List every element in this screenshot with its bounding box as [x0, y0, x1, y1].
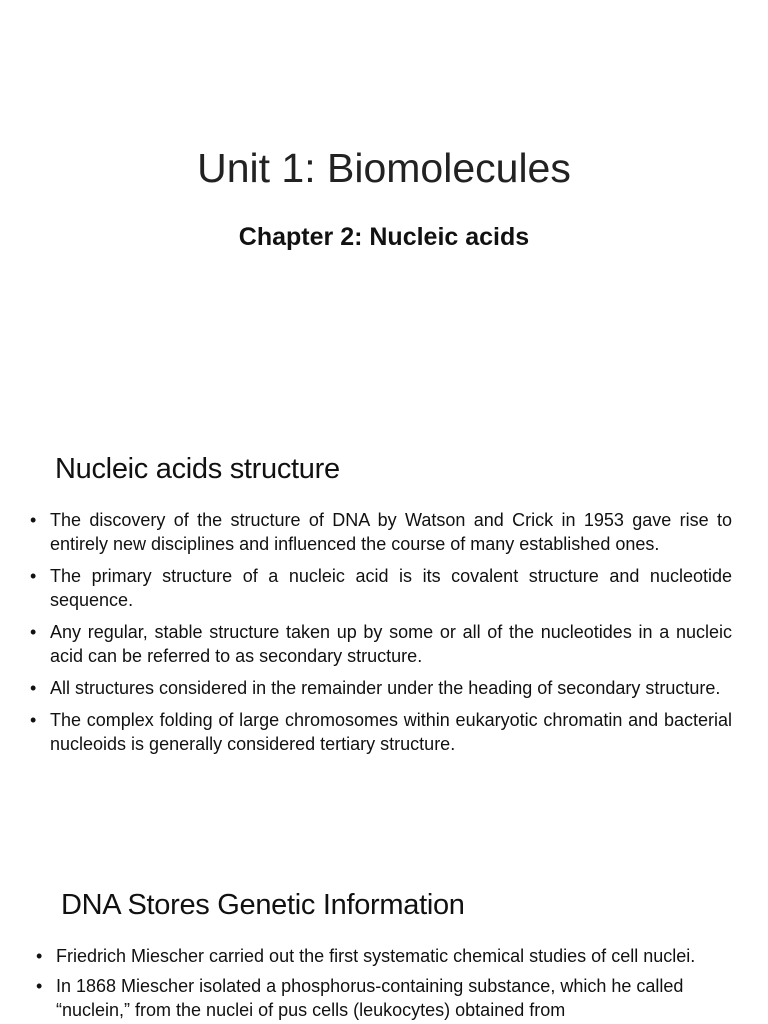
title-slide — [0, 0, 768, 430]
structure-slide — [0, 430, 768, 840]
bullet-item — [30, 676, 732, 700]
bullet-item — [30, 620, 732, 668]
bullet-item — [36, 974, 696, 1022]
bullet-list — [36, 944, 696, 1024]
bullet-icon: • — [36, 976, 43, 996]
bullet-text: The discovery of the structure of DNA by Watson and Crick in 1953 gave rise to entirely new disciplines and influenced the course of many established ones. — [50, 510, 732, 554]
bullet-item — [30, 564, 732, 612]
bullet-icon: • — [30, 622, 37, 642]
bullet-text: The primary structure of a nucleic acid is its covalent structure and nucleotide sequence. — [50, 566, 732, 610]
bullet-item — [30, 508, 732, 556]
bullet-text: All structures considered in the remainder under the heading of secondary structure. — [50, 678, 721, 698]
bullet-icon: • — [30, 710, 37, 730]
bullet-icon: • — [30, 510, 37, 530]
bullet-text: Friedrich Miescher carried out the first systematic chemical studies of cell nuclei. — [56, 946, 696, 966]
bullet-icon: • — [30, 678, 37, 698]
section-heading: DNA Stores Genetic Information — [61, 889, 465, 921]
slide-title: Unit 1: Biomolecules — [197, 145, 571, 191]
bullet-text: The complex folding of large chromosomes within eukaryotic chromatin and bacterial nucleoids is generally considered tertiary structure. — [50, 710, 732, 754]
bullet-item — [36, 944, 696, 968]
bullet-text: In 1868 Miescher isolated a phosphorus-containing substance, which he called “nuclein,” from the nuclei of pus cells (leukocytes) obtained from — [56, 976, 684, 1020]
bullet-icon: • — [36, 946, 43, 966]
genetic-info-slide — [0, 840, 768, 1024]
bullet-icon: • — [30, 566, 37, 586]
bullet-list — [30, 508, 732, 764]
section-heading: Nucleic acids structure — [55, 453, 340, 485]
slide-subtitle: Chapter 2: Nucleic acids — [238, 223, 530, 251]
bullet-item — [30, 708, 732, 756]
bullet-text: Any regular, stable structure taken up by some or all of the nucleotides in a nucleic acid can be referred to as secondary structure. — [50, 622, 732, 666]
